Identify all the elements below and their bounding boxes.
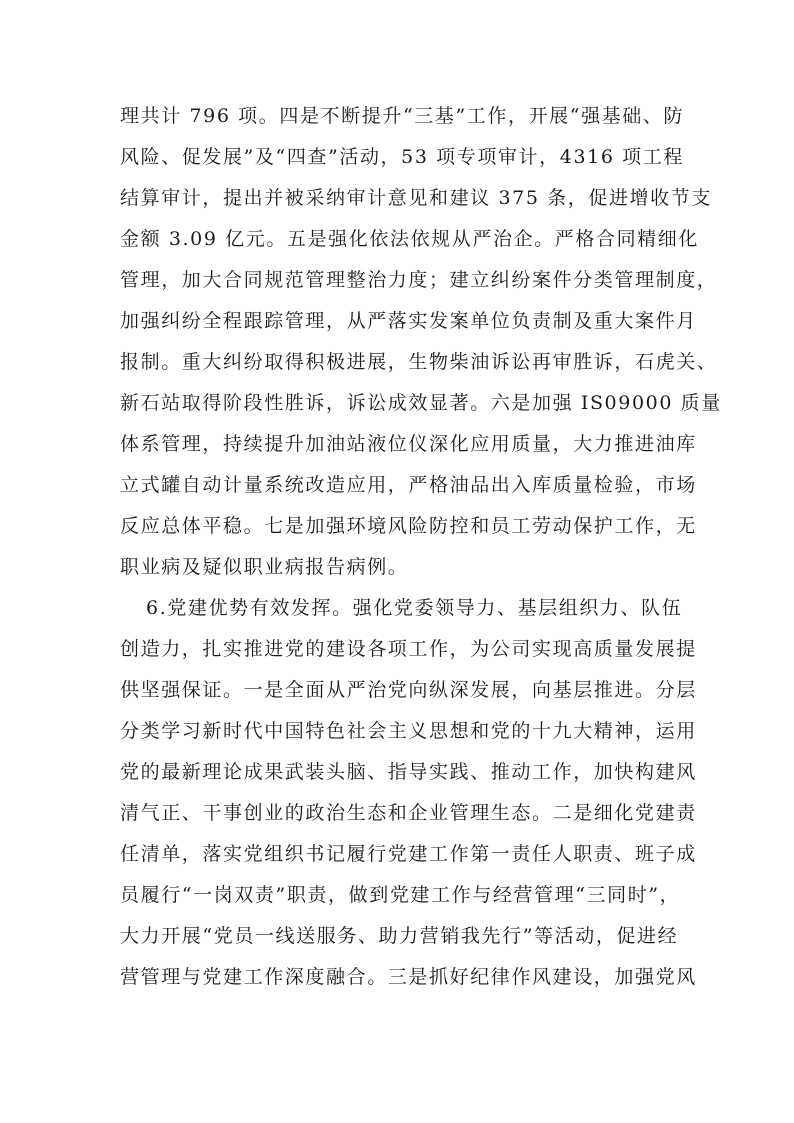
text-line: 职业病及疑似职业病报告病例。 bbox=[120, 556, 409, 578]
text-line: 风险、促发展”及“四查”活动，53 项专项审计，4316 项工程 bbox=[120, 146, 684, 168]
text-line: 管理，加大合同规范管理整治力度；建立纠纷案件分类管理制度， bbox=[120, 269, 718, 291]
text-line: 任清单，落实党组织书记履行党建工作第一责任人职责、班子成 bbox=[120, 843, 697, 865]
text-line: 分类学习新时代中国特色社会主义思想和党的十九大精神，运用 bbox=[120, 720, 697, 742]
text-line: 供坚强保证。一是全面从严治党向纵深发展，向基层推进。分层 bbox=[120, 679, 697, 701]
text-line: 党的最新理论成果武装头脑、指导实践、推动工作，加快构建风 bbox=[120, 761, 697, 783]
text-line: 创造力，扎实推进党的建设各项工作，为公司实现高质量发展提 bbox=[120, 638, 697, 660]
section-heading-line: 6.党建优势有效发挥。强化党委领导力、基层组织力、队伍 bbox=[146, 597, 683, 619]
body-text bbox=[120, 96, 722, 998]
text-line: 报制。重大纠纷取得积极进展，生物柴油诉讼再审胜诉，石虎关、 bbox=[120, 351, 718, 373]
text-line: 金额 3.09 亿元。五是强化依法依规从严治企。严格合同精细化 bbox=[120, 228, 699, 250]
text-line: 体系管理，持续提升加油站液位仪深化应用质量，大力推进油库 bbox=[120, 433, 697, 455]
text-line: 营管理与党建工作深度融合。三是抓好纪律作风建设，加强党风 bbox=[120, 966, 697, 988]
text-line: 员履行“一岗双责”职责，做到党建工作与经营管理“三同时”， bbox=[120, 884, 681, 906]
text-line: 结算审计，提出并被采纳审计意见和建议 375 条，促进增收节支 bbox=[120, 187, 712, 209]
text-line: 反应总体平稳。七是加强环境风险防控和员工劳动保护工作，无 bbox=[120, 515, 697, 537]
text-line: 大力开展“党员一线送服务、助力营销我先行”等活动，促进经 bbox=[120, 925, 679, 947]
text-line: 新石站取得阶段性胜诉，诉讼成效显著。六是加强 IS09000 质量 bbox=[120, 392, 722, 414]
text-line: 理共计 796 项。四是不断提升“三基”工作，开展“强基础、防 bbox=[120, 105, 685, 127]
text-line: 清气正、干事创业的政治生态和企业管理生态。二是细化党建责 bbox=[120, 802, 697, 824]
text-line: 加强纠纷全程跟踪管理，从严落实发案单位负责制及重大案件月 bbox=[120, 310, 697, 332]
text-line: 立式罐自动计量系统改造应用，严格油品出入库质量检验，市场 bbox=[120, 474, 697, 496]
